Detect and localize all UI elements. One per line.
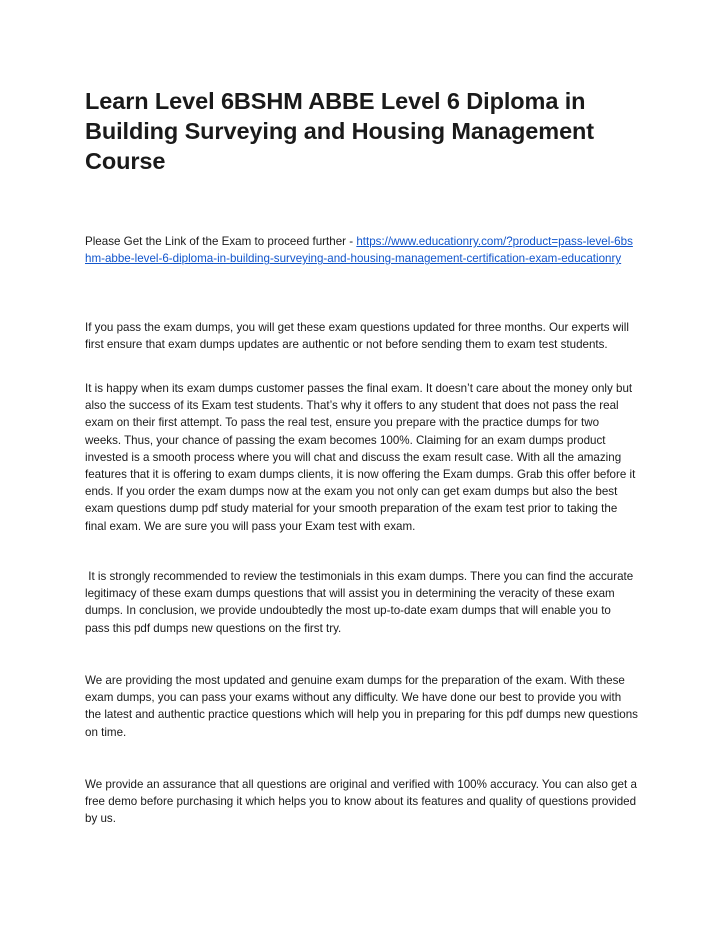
body-paragraph-5: We provide an assurance that all questions are original and verified with 100% accuracy. You can also get a free demo before purchasing it which helps you to know about its features and quality of questions provided by us. — [85, 778, 637, 826]
body-paragraph-1: If you pass the exam dumps, you will get these exam questions updated for three months. Our experts will first ensure that exam dumps updates are authentic or not before sending them to exam test students. — [85, 321, 629, 352]
document-title: Learn Level 6BSHM ABBE Level 6 Diploma in Building Surveying and Housing Management Course — [85, 88, 595, 174]
body-paragraph-4: We are providing the most updated and genuine exam dumps for the preparation of the exam. With these exam dumps, you can pass your exams without any difficulty. We have done our best to provide you with the latest and authentic practice questions which will help you in preparing for this pdf dumps new questions on time. — [85, 674, 638, 739]
body-paragraph-2: It is happy when its exam dumps customer passes the final exam. It doesn’t care about the money only but also the success of its Exam test students. That’s why it offers to any student that does not pass the real exam on their first attempt. To pass the real test, ensure you prepare with the practice dumps for two weeks. Thus, your chance of passing the exam becomes 100%. Claiming for an exam dumps product invested is a smooth process where you will chat and discuss the exam result case. With all the amazing features that it is offering to exam dumps clients, it is now offering the Exam dumps. Grab this offer before it ends. If you order the exam dumps now at the exam you not only can get exam dumps but also the best exam questions dump pdf study material for your smooth preparation of the exam test prior to taking the final exam. We are sure you will pass your Exam test with exam. — [85, 382, 636, 533]
exam-link[interactable]: https://www.educationry.com/?product=pass-level-6bshm-abbe-level-6-diploma-in-building-surveying-and-housing-management-certification-exam-educationry — [85, 235, 633, 266]
body-paragraph-3: It is strongly recommended to review the testimonials in this exam dumps. There you can find the accurate legitimacy of these exam dumps questions that will assist you in determining the veracity of these exam dumps. In conclusion, we provide undoubtedly the most up-to-date exam dumps that will enable you to pass this pdf dumps new questions on the first try. — [85, 570, 637, 635]
link-paragraph — [85, 233, 638, 267]
link-intro-text: Please Get the Link of the Exam to proceed further - — [85, 235, 357, 248]
